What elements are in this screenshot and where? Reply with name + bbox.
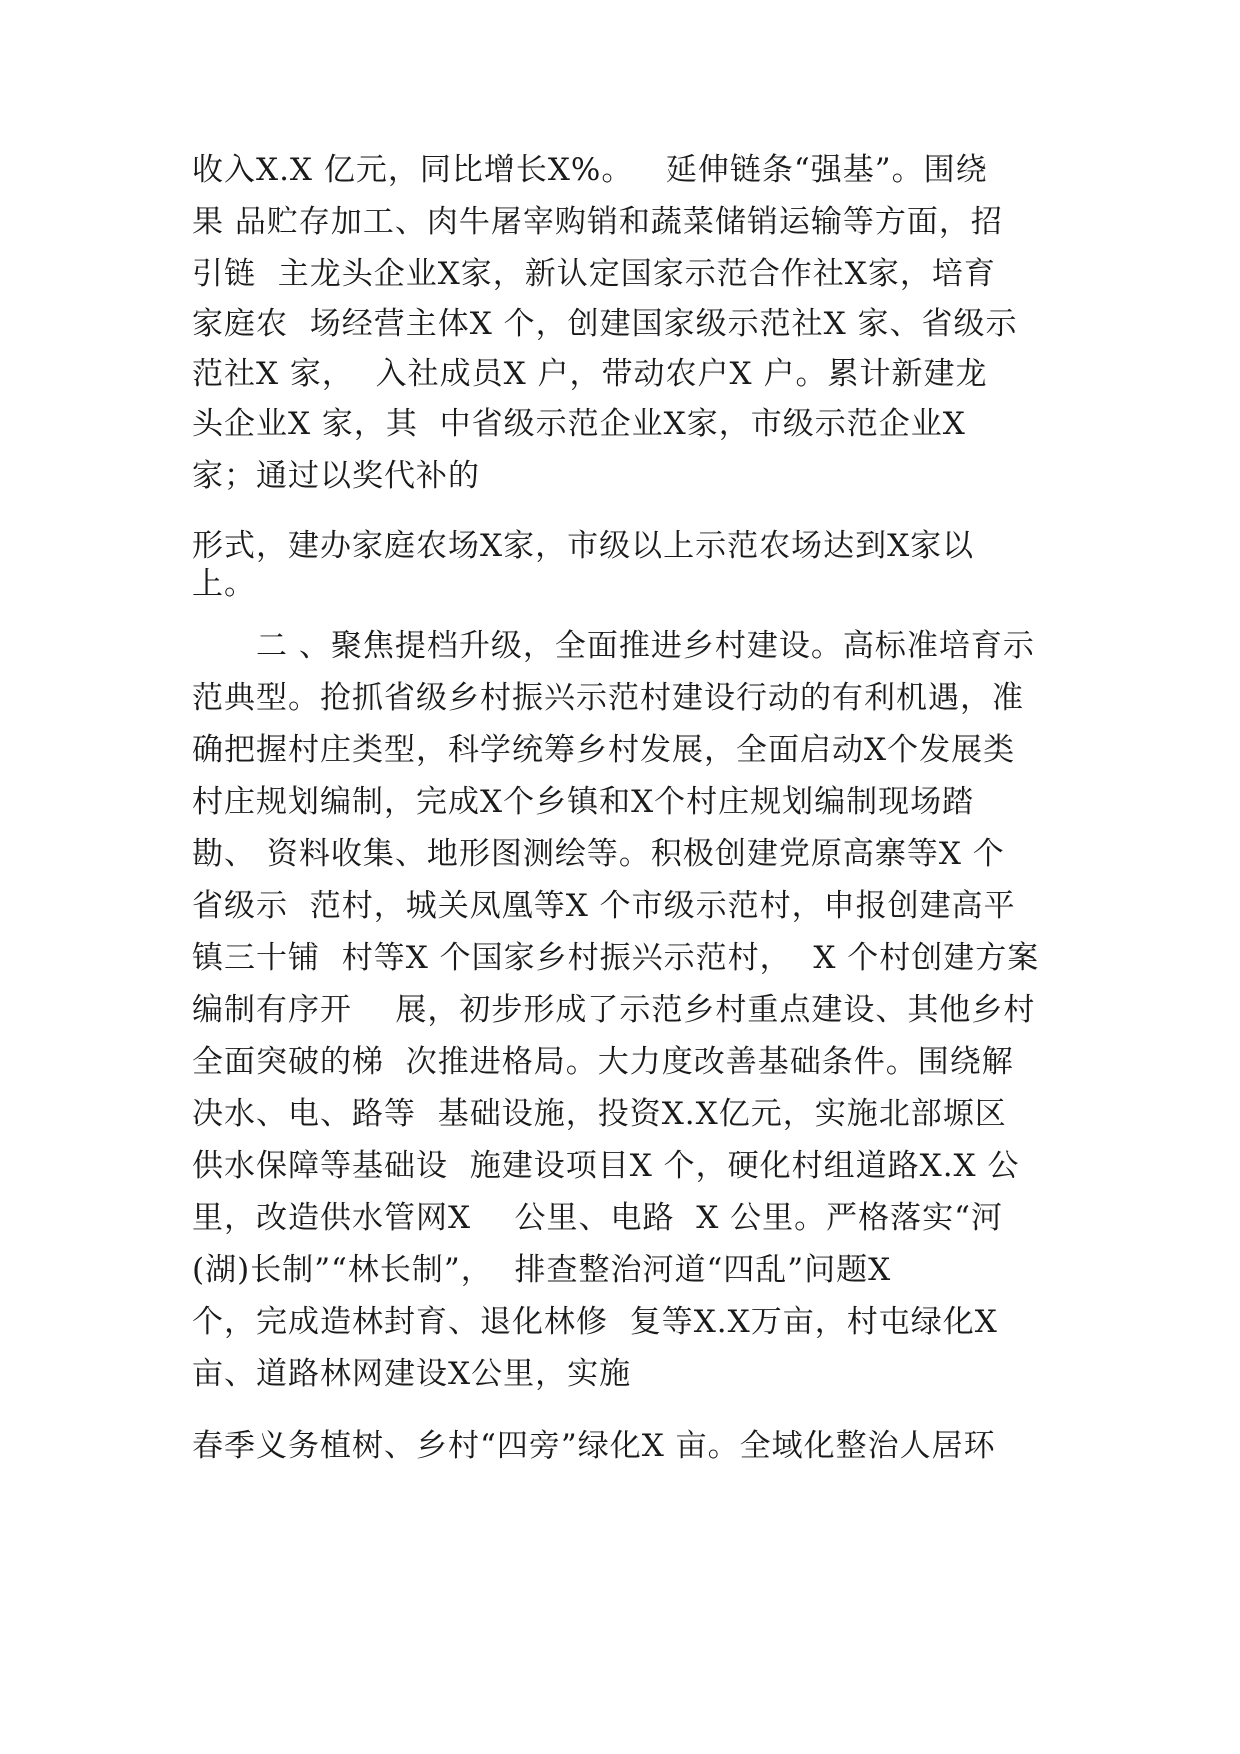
text-line: 村庄规划编制，完成X个乡镇和X个村庄规划编制现场踏 [192, 784, 975, 820]
text-line: 勘、 资料收集、地形图测绘等。积极创建党原高寨等X 个 [192, 836, 1005, 872]
text-line: 果 品贮存加工、肉牛屠宰购销和蔬菜储销运输等方面，招 [192, 204, 1003, 240]
text-line: 范社X 家， 入社成员X 户，带动农户X 户。累计新建龙 [192, 356, 988, 392]
text-line: 镇三十铺 村等X 个国家乡村振兴示范村， X 个村创建方案 [192, 940, 1040, 976]
section-heading-line: 二 、聚焦提档升级，全面推进乡村建设。高标准培育示 [256, 628, 1035, 664]
text-line: 编制有序开 展，初步形成了示范乡村重点建设、其他乡村 [192, 992, 1036, 1028]
text-line: 供水保障等基础设 施建设项目X 个，硬化村组道路X.X 公 [192, 1148, 1020, 1184]
text-line: 全面突破的梯 次推进格局。大力度改善基础条件。围绕解 [192, 1044, 1014, 1080]
text-line: 范典型。抢抓省级乡村振兴示范村建设行动的有利机遇，准 [192, 680, 1024, 716]
text-line: 上。 [192, 566, 256, 602]
text-line: 形式，建办家庭农场X家，市级以上示范农场达到X家以 [192, 528, 975, 564]
text-line: 收入X.X 亿元，同比增长X%。 延伸链条“强基”。围绕 [192, 152, 988, 188]
text-line: 春季义务植树、乡村“四旁”绿化X 亩。全域化整治人居环 [192, 1428, 996, 1464]
text-line: 个，完成造林封育、退化林修 复等X.X万亩，村屯绿化X [192, 1304, 998, 1340]
text-line: 决水、电、路等 基础设施，投资X.X亿元，实施北部塬区 [192, 1096, 1007, 1132]
text-line: 亩、道路林网建设X公里，实施 [192, 1356, 632, 1392]
text-line: 省级示 范村，城关凤凰等X 个市级示范村，申报创建高平 [192, 888, 1016, 924]
text-line: (湖)长制”“林长制”， 排查整治河道“四乱”问题X [192, 1252, 892, 1288]
text-line: 家；通过以奖代补的 [192, 458, 480, 494]
text-line: 头企业X 家，其 中省级示范企业X家，市级示范企业X [192, 406, 966, 442]
text-line: 家庭农 场经营主体X 个，创建国家级示范社X 家、省级示 [192, 306, 1018, 342]
text-line: 里，改造供水管网X 公里、电路 X 公里。严格落实“河 [192, 1200, 1003, 1236]
text-line: 引链 主龙头企业X家，新认定国家示范合作社X家，培育 [192, 256, 996, 292]
text-line: 确把握村庄类型，科学统筹乡村发展，全面启动X个发展类 [192, 732, 1016, 768]
